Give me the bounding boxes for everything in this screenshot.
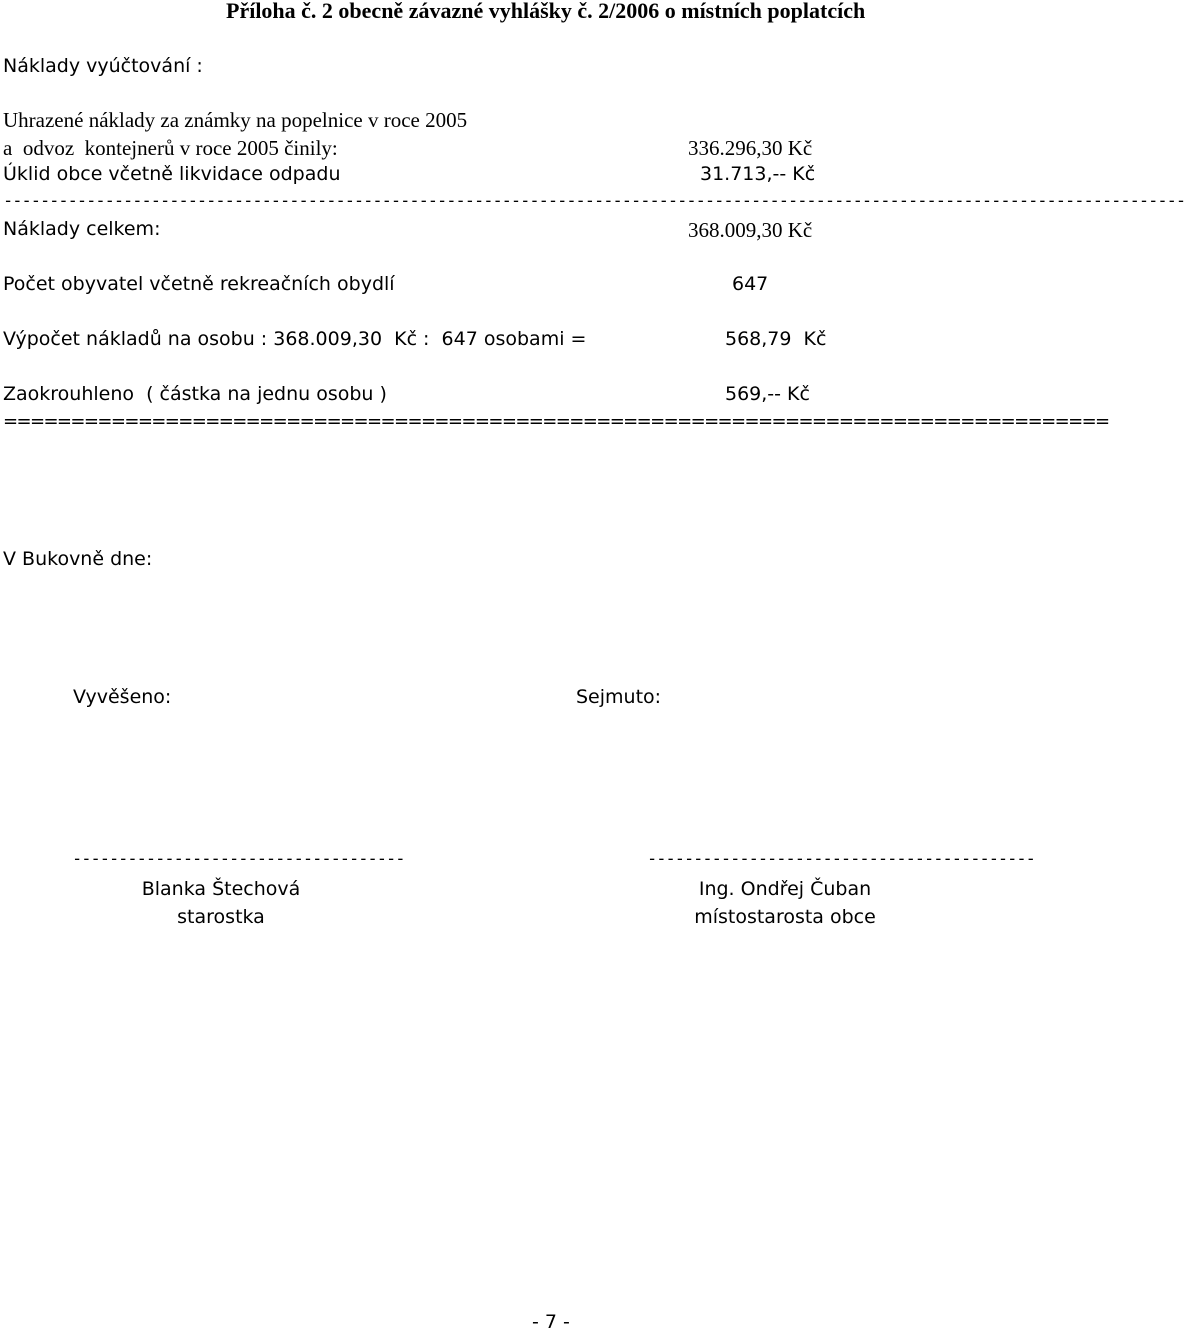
per-person-calc-value: 568,79 Kč [725, 328, 827, 350]
signatory-right-role: místostarosta obce [694, 906, 876, 928]
removed-label: Sejmuto: [576, 686, 662, 708]
total-costs-label: Náklady celkem: [3, 218, 161, 240]
signature-line-right: ------------------------------------------ [647, 849, 1035, 869]
document-header: Příloha č. 2 obecně závazné vyhlášky č. 2/2006 o místních poplatcích [226, 0, 866, 23]
double-separator: ================================================================================== [3, 411, 1109, 432]
signatory-right-name: Ing. Ondřej Čuban [698, 878, 872, 900]
total-costs-value: 368.009,30 Kč [688, 218, 813, 242]
billing-heading: Náklady vyúčtování : [3, 55, 203, 77]
signatory-left-name: Blanka Štechová [141, 878, 301, 900]
rounded-label: Zaokrouhleno ( částka na jednu osobu ) [3, 383, 387, 405]
page-number: - 7 - [532, 1311, 570, 1333]
signatory-left-role: starostka [177, 906, 265, 928]
population-label: Počet obyvatel včetně rekreačních obydlí [3, 273, 395, 295]
billing-line-cleaning-value: 31.713,-- Kč [700, 163, 816, 185]
place-date-label: V Bukovně dne: [3, 548, 153, 570]
billing-line-cleaning-label: Úklid obce včetně likvidace odpadu [3, 163, 341, 185]
billing-line-containers-label: a odvoz kontejnerů v roce 2005 činily: [3, 136, 338, 160]
rounded-value: 569,-- Kč [725, 383, 810, 405]
signature-line-left: ------------------------------------ [72, 849, 405, 869]
dashed-separator: -------------------------------------------------------------------------------------------------------------------------------- [3, 191, 1185, 211]
population-value: 647 [732, 273, 769, 295]
per-person-calc-label: Výpočet nákladů na osobu : 368.009,30 Kč : 647 osobami = [3, 328, 587, 350]
billing-line-waste-stamps: Uhrazené náklady za známky na popelnice v roce 2005 [3, 108, 468, 132]
posted-label: Vyvěšeno: [73, 686, 172, 708]
billing-line-containers-value: 336.296,30 Kč [688, 136, 813, 160]
